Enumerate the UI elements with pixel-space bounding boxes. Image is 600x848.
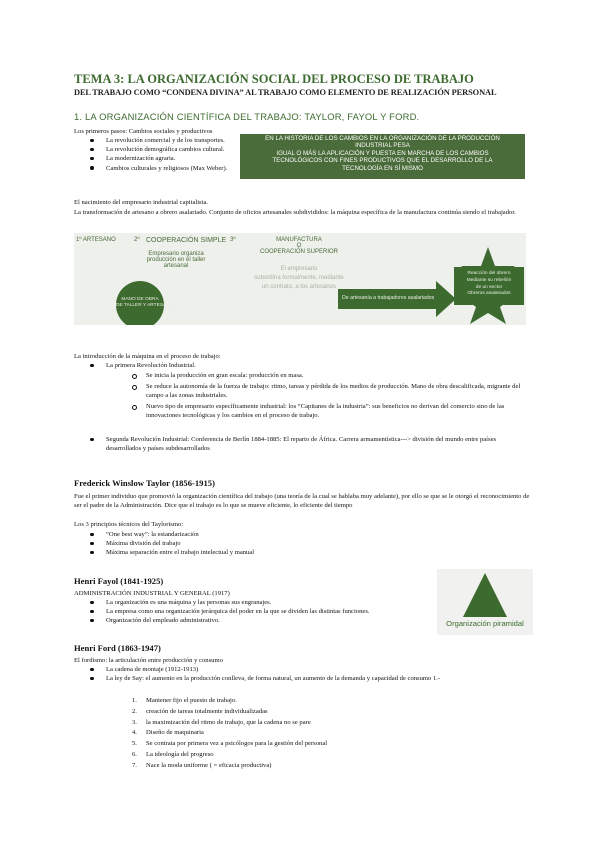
list-item: 1. Mantener fijo el puesto de trabajo.: [132, 697, 237, 704]
list-item: 4. Diseño de maquinaria: [132, 729, 204, 737]
fayol-book: ADMINISTRACIÓN INDUSTRIAL Y GENERAL (1917): [74, 590, 230, 597]
nacimiento-text: El nacimiento del empresario industrial capitalista.: [74, 199, 209, 206]
ford-list: [106, 665, 440, 683]
fayol-heading: Henri Fayol (1841-1925): [74, 576, 164, 586]
sub-item-2: Se reduce la autonomía de la fuerza de trabajo: ritmo, tareas y pérdida de los medios de producción. Mano de obra descalificada, migrante del campo a las zonas industriales.: [146, 382, 528, 400]
taylor-principles: [106, 530, 254, 558]
list-item: La primera Revolución Industrial.: [106, 361, 196, 370]
list-item: Máxima separación entre el trabajo intelectual y manual: [106, 548, 254, 557]
evolution-diagram: [74, 233, 526, 325]
ford-heading: Henri Ford (1863-1947): [74, 643, 161, 653]
list-item: La revolución demográfica cambios cultural.: [106, 145, 227, 154]
transformacion-text: La transformación de artesano a obrero asalariado. Conjunto de oficios artesanales subdivididos: la máquina específica de la manufactura continúa siendo el trabajador.: [74, 209, 516, 216]
ford-intro: El fordismo: la articulación entre producción y consumo: [74, 657, 223, 664]
taylor-heading: Frederick Winslow Taylor (1856-1915): [74, 478, 215, 488]
pyramid-figure: [437, 569, 533, 635]
list-item: La ley de Say: el aumento en la producción conlleva, de forma natural, un aumento de la demanda y capacidad de consumo 1.-: [106, 674, 440, 683]
intro-text: Los primeros pasos: Cambios sociales y productivos: [74, 128, 213, 135]
fayol-list: [106, 598, 370, 626]
manufactura-desc: El empresario subordina formalmente, mediante un contrato, a los artesanos: [254, 266, 344, 290]
list-item: La modernización agraria.: [106, 154, 227, 163]
list-item: Máxima división del trabajo: [106, 539, 254, 548]
list-item: 5. Se contrata por primera vez a psicólogos para la gestión del personal: [132, 740, 328, 748]
revolution-list: [106, 361, 196, 370]
ford-numbered-list: [132, 696, 328, 772]
list-item: 6. La ideología del progreso: [132, 750, 214, 758]
list-item: 3. la maximización del ritmo de trabajo, que la cadena no se pare: [132, 718, 311, 726]
arrow-label: De artesanía a trabajadores asalariados: [342, 295, 435, 301]
taylor-principles-intro: Los 3 principios técnicos del Taylorismo:: [74, 521, 184, 528]
list-item: Cambios culturales y religiosos (Max Weber).: [106, 164, 227, 173]
page-title: TEMA 3: LA ORGANIZACIÓN SOCIAL DEL PROCESO DE TRABAJO: [74, 72, 474, 86]
section-heading: 1. LA ORGANIZACIÓN CIENTÍFICA DEL TRABAJO: TAYLOR, FAYOL Y FORD.: [74, 111, 420, 122]
step-3: 3º: [230, 237, 236, 243]
pyramid-label: Organización piramidal: [446, 619, 524, 628]
changes-list: [106, 136, 227, 173]
coop-simple-desc: Empresario organiza producción en el taller artesanal: [146, 251, 206, 269]
revolution-sublist: [146, 371, 303, 380]
list-item: Se inicia la producción en gran escala: producción en masa.: [146, 371, 303, 380]
list-item: 2. creación de tareas totalmente individualizadas: [132, 707, 268, 715]
list-item: “One best way”: la estandarización: [106, 530, 254, 539]
list-item: La revolución comercial y de los transportes.: [106, 136, 227, 145]
circle-label: MANO DE OBRA DE TALLER Y ARTESANÍA: [116, 297, 175, 308]
taylor-text: Fue el primer individuo que promovió la organización científica del trabajo (una teoría de la cual se hablaba muy adelante), por ello se que se le otorgó el reconocimiento de ser el padre de la Administración. Dice que el trabajo es lo que se mueve eficiente, lo eficiente del tiempo: [74, 493, 530, 509]
list-item: Organización del empleado administrativo.: [106, 616, 370, 625]
rev2-item: Segunda Revolución Industrial: Conferencia de Berlín 1884-1885: El reparto de África. Carrera armamentística---> división del mundo entre países desarrollados y países subdesarrollados: [106, 435, 530, 453]
coop-simple-title: COOPERACIÓN SIMPLE: [146, 237, 227, 244]
highlight-box: EN LA HISTORIA DE LOS CAMBIOS EN LA ORGANIZACIÓN DE LA PRODUCCIÓN INDUSTRIAL PESA IGUAL O MÁS LA APLICACIÓN Y PUESTA EN MARCHA DE LOS CAMBIOS TECNOLÓGICOS CON FINES PRODUCTIVOS QUE EL DESARROLLO DE LA TECNOLOGÍA EN SÍ MISMO: [240, 134, 525, 179]
sub-item-3: Nuevo tipo de empresario específicamente industrial: los “Capitanes de la industria”: sus beneficios no derivan del comercio sino de las innovaciones tecnológicas y los cambios en el proceso de trabajo.: [146, 402, 528, 420]
maquina-intro: La introducción de la máquina en el proceso de trabajo:: [74, 353, 221, 360]
list-item: La organización es una máquina y las personas sus engranajes.: [106, 598, 370, 607]
list-item: La cadena de montaje (1912-1913): [106, 665, 440, 674]
list-item: 7. Nace la moda uniforme ( = eficacia productiva): [132, 761, 272, 769]
list-item: La empresa como una organización jerárquica del poder en la que se dividen las distintas funciones.: [106, 607, 370, 616]
step-artesano: 1º ARTESANO: [76, 237, 116, 243]
step-2: 2º: [134, 237, 140, 243]
manufactura-title: MANUFACTURA O COOPERACIÓN SUPERIOR: [259, 237, 338, 255]
star-label: Reacción del obrero Mediante su rebelión de un sector Obreros asalariados: [466, 271, 512, 297]
page-subtitle: DEL TRABAJO COMO “CONDENA DIVINA” AL TRABAJO COMO ELEMENTO DE REALIZACIÓN PERSONAL: [74, 88, 497, 97]
